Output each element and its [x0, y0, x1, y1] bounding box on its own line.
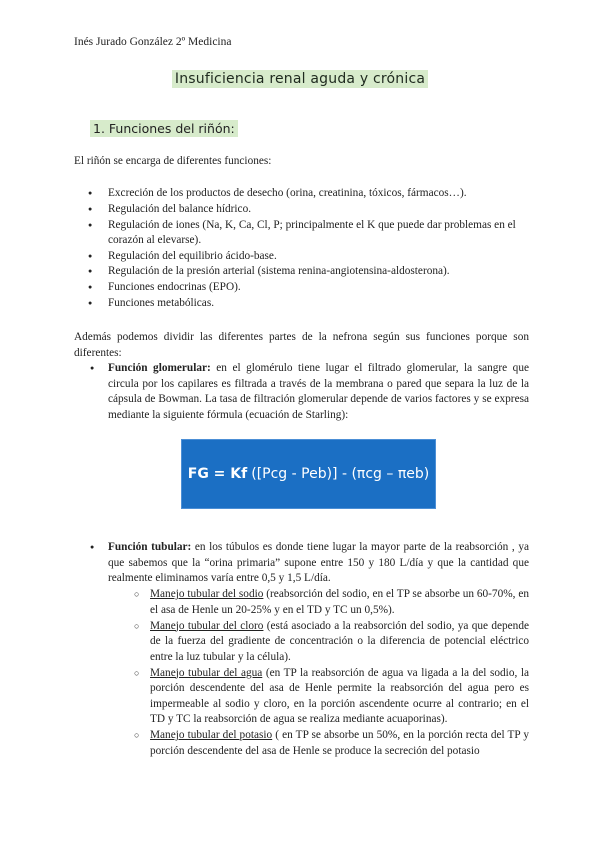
glomerular-section	[90, 361, 529, 423]
sublist-item-text: (reabsorción del sodio, en el TP se absorbe un 60-70%, en el asa de Henle un 20-25% y en el TD y TC un 0,5%).	[150, 588, 529, 616]
list-item: ● Regulación de iones (Na, K, Ca, Cl, P; principalmente el K que puede dar problemas en el corazón al elevarse).	[74, 218, 529, 248]
list-item: ● Excreción de los productos de desecho (orina, creatinina, tóxicos, fármacos…).	[74, 186, 529, 201]
author-header: Inés Jurado González 2º Medicina	[74, 36, 232, 48]
list-item: ● Regulación del balance hídrico.	[74, 202, 529, 217]
tubular-text: en los túbulos es donde tiene lugar la mayor parte de la reabsorción , ya que sabemos que la “orina primaria” supone entre 150 y 180 L/día y que la cantidad que realmente eliminamos varía entre 0,5 y 1,5 L/día.	[108, 541, 529, 584]
glomerular-text: en el glomérulo tiene lugar el filtrado glomerular, la sangre que circula por los capilares es filtrada a través de la membrana o pared que separa la luz de la cápsula de Bowman. La tasa de filtración glomerular depende de varios factores y se expresa mediante la siguiente fórmula (ecuación de Starling):	[108, 362, 529, 421]
sublist-item-title: Manejo tubular del cloro	[150, 619, 264, 632]
functions-list	[74, 186, 529, 312]
nephron-intro-paragraph: Además podemos dividir las diferentes partes de la nefrona según sus funciones porque son diferentes:	[74, 331, 529, 359]
title-wrap	[0, 70, 600, 88]
tubular-sublist	[134, 587, 529, 759]
sublist-item	[134, 666, 529, 728]
sublist-item	[134, 587, 529, 618]
sublist-item	[134, 619, 529, 666]
list-item: ● Funciones metabólicas.	[74, 296, 529, 311]
tubular-section	[90, 540, 529, 759]
sublist-item-title: Manejo tubular del sodio	[150, 588, 264, 600]
glomerular-item	[90, 361, 529, 423]
document-title: Insuficiencia renal aguda y crónica	[172, 70, 428, 88]
starling-formula-box	[181, 439, 436, 509]
list-item: ● Regulación de la presión arterial (sistema renina-angiotensina-aldosterona).	[74, 264, 529, 279]
section-heading: 1. Funciones del riñón:	[90, 120, 238, 137]
glomerular-label: Función glomerular:	[108, 362, 211, 374]
tubular-label: Función tubular:	[108, 541, 192, 553]
tubular-item	[90, 540, 529, 587]
sublist-item-title: Manejo tubular del potasio	[150, 729, 273, 741]
sublist-item-title: Manejo tubular del agua	[150, 666, 263, 679]
list-item: ● Funciones endocrinas (EPO).	[74, 280, 529, 295]
sublist-item-text: (en TP la reabsorción de agua va ligada a la del sodio, la porción descendente del asa de Henle permite la reabsorción del agua pero es impermeable al sodio y cloro, en la porción ascendente ocurre al contrario; en el TD y TC la reabsorción de agua se realiza mediante acuaporinas).	[150, 666, 529, 725]
sublist-item-text: (está asociado a la reabsorción del sodio, ya que depende de la fuerza del gradiente de concentración o la diferencia de potencial eléctrico entre la luz tubular y la célula).	[150, 619, 529, 663]
sublist-item-text: ( en TP se absorbe un 50%, en la porción recta del TP y porción descendente del asa de Henle se produce la secreción del potasio	[150, 729, 530, 757]
list-item: ● Regulación del equilibrio ácido-base.	[74, 249, 529, 264]
formula-lhs: FG = Kf	[187, 466, 248, 482]
sublist-item	[134, 728, 529, 759]
formula-rhs: ([Pcg - Peb)] - (πcg – πeb)	[251, 466, 430, 482]
intro-paragraph: El riñón se encarga de diferentes funciones:	[74, 155, 272, 167]
